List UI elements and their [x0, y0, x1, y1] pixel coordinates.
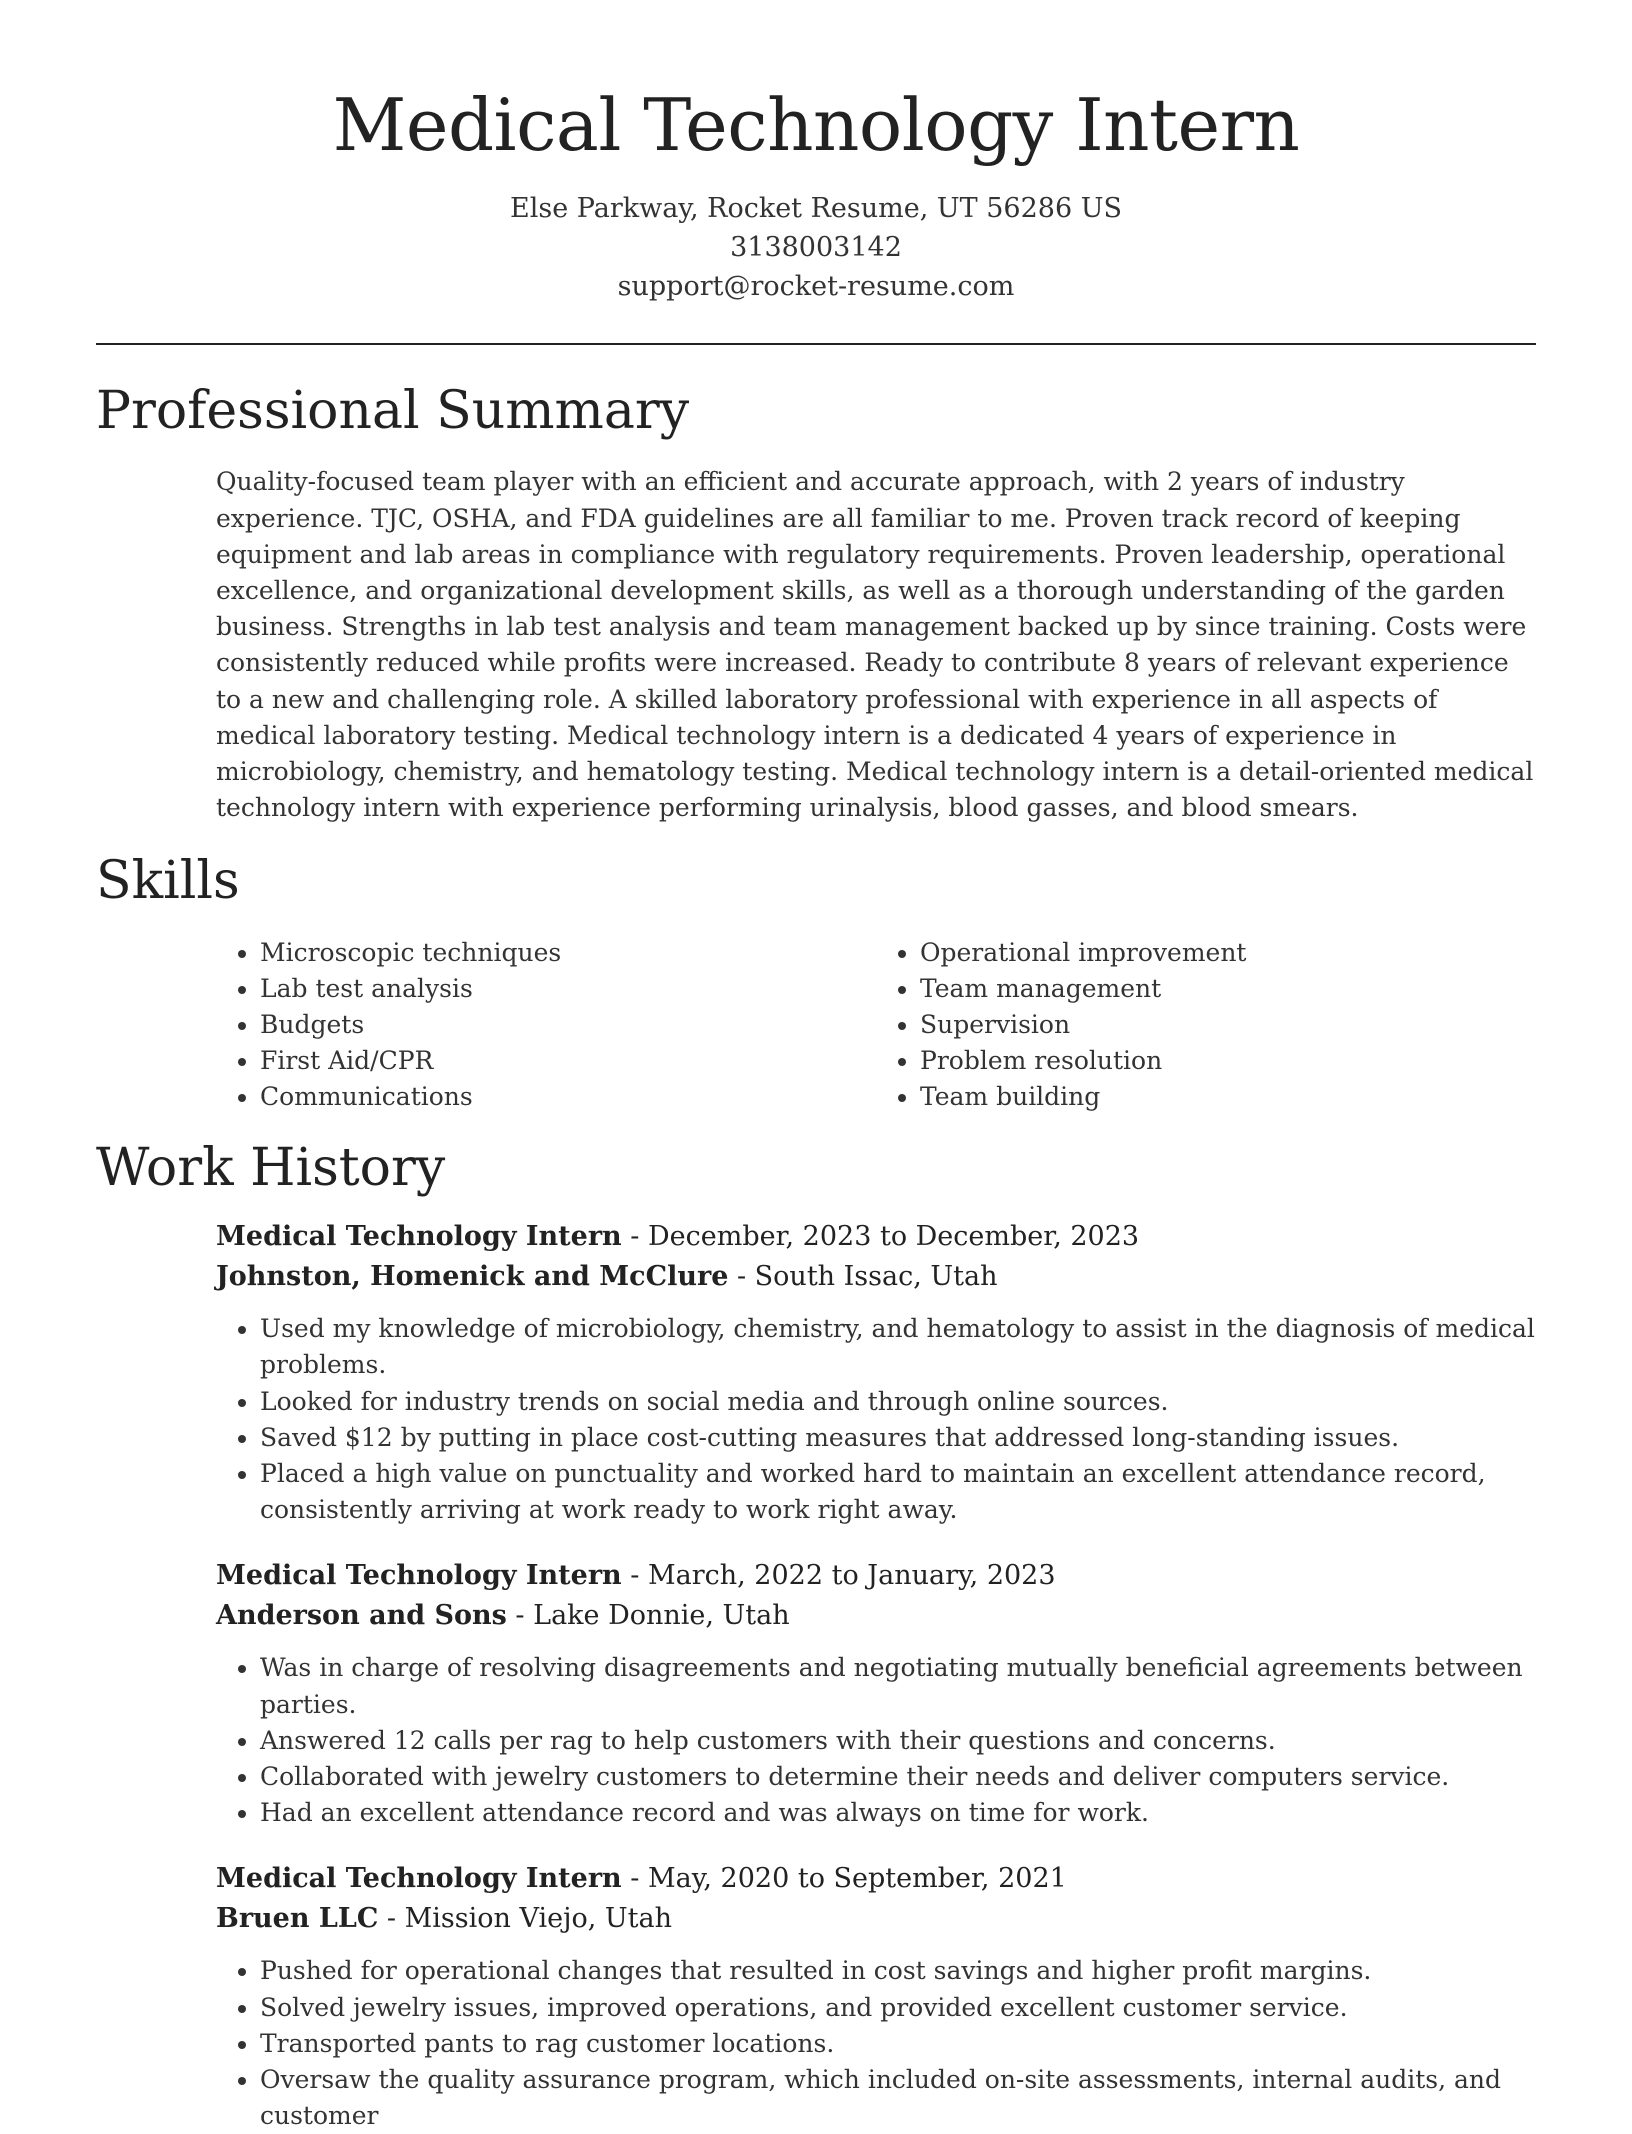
- work-history-heading: Work History: [96, 1137, 446, 1198]
- job-bullets: [216, 1650, 1536, 1831]
- job-dates: December, 2023 to December, 2023: [647, 1221, 1140, 1253]
- job-dates: May, 2020 to September, 2021: [647, 1863, 1067, 1895]
- job-bullets: [216, 1953, 1536, 2134]
- skill-item: • Problem resolution: [920, 1043, 1536, 1079]
- job-title: Medical Technology Intern: [216, 1560, 622, 1592]
- job-company: Bruen LLC: [216, 1903, 379, 1935]
- skill-item: • Team management: [920, 971, 1536, 1007]
- job-bullet: • Collaborated with jewelry customers to determine their needs and deliver computers service.: [260, 1759, 1536, 1795]
- job-bullet: • Oversaw the quality assurance program, which included on-site assessments, internal audits, and customer: [260, 2062, 1536, 2134]
- job-location: Lake Donnie, Utah: [533, 1600, 790, 1632]
- job-company-line: Anderson and Sons - Lake Donnie, Utah: [216, 1600, 790, 1632]
- contact-email: support@rocket-resume.com: [617, 270, 1015, 302]
- skill-item: • Supervision: [920, 1007, 1536, 1043]
- job-company: Johnston, Homenick and McClure: [216, 1261, 729, 1293]
- job-bullet: • Looked for industry trends on social media and through online sources.: [260, 1384, 1536, 1420]
- skills-heading: Skills: [96, 851, 240, 912]
- skills-columns: [216, 935, 1536, 1115]
- job-title: Medical Technology Intern: [216, 1221, 622, 1253]
- job-company-line: Johnston, Homenick and McClure - South Issac, Utah: [216, 1261, 998, 1293]
- contact-info: [0, 189, 1632, 306]
- skill-item: • First Aid/CPR: [260, 1043, 876, 1079]
- job-bullet: • Used my knowledge of microbiology, chemistry, and hematology to assist in the diagnosis of medical problems.: [260, 1311, 1536, 1383]
- skills-section: [96, 850, 1536, 1114]
- summary-heading: Professional Summary: [96, 381, 690, 441]
- resume-body: [96, 380, 1536, 2134]
- summary-section: [96, 380, 1536, 826]
- job-title-line: Medical Technology Intern - May, 2020 to September, 2021: [216, 1863, 1067, 1895]
- skill-item: • Operational improvement: [920, 935, 1536, 971]
- skill-item: • Communications: [260, 1079, 876, 1115]
- job-bullet: • Saved $12 by putting in place cost-cutting measures that addressed long-standing issues.: [260, 1420, 1536, 1456]
- resume-name: Medical Technology Intern: [332, 83, 1300, 167]
- skills-list-left: [216, 935, 876, 1115]
- skill-item: • Team building: [920, 1079, 1536, 1115]
- job-location: South Issac, Utah: [754, 1261, 998, 1293]
- work-history-section: [96, 1137, 1536, 2134]
- job-entry: [216, 1556, 1536, 1831]
- job-dates: March, 2022 to January, 2023: [647, 1560, 1056, 1592]
- resume-header: [0, 0, 1632, 306]
- job-location: Mission Viejo, Utah: [404, 1903, 673, 1935]
- skill-item: • Microscopic techniques: [260, 935, 876, 971]
- job-company: Anderson and Sons: [216, 1600, 507, 1632]
- job-title-line: Medical Technology Intern - December, 2023 to December, 2023: [216, 1221, 1140, 1253]
- job-bullet: • Had an excellent attendance record and was always on time for work.: [260, 1795, 1536, 1831]
- skills-list-right: [876, 935, 1536, 1115]
- job-bullet: • Was in charge of resolving disagreements and negotiating mutually beneficial agreements between parties.: [260, 1650, 1536, 1722]
- job-company-line: Bruen LLC - Mission Viejo, Utah: [216, 1903, 673, 1935]
- job-title: Medical Technology Intern: [216, 1863, 622, 1895]
- contact-phone: 3138003142: [730, 231, 902, 263]
- job-bullet: • Answered 12 calls per rag to help customers with their questions and concerns.: [260, 1723, 1536, 1759]
- job-title-line: Medical Technology Intern - March, 2022 to January, 2023: [216, 1560, 1056, 1592]
- job-bullet: • Transported pants to rag customer locations.: [260, 2026, 1536, 2062]
- skill-item: • Budgets: [260, 1007, 876, 1043]
- skill-item: • Lab test analysis: [260, 971, 876, 1007]
- summary-text: Quality-focused team player with an efficient and accurate approach, with 2 years of industry experience. TJC, OSHA, and FDA guidelines are all familiar to me. Proven track record of keeping equipment and lab areas in compliance with regulatory requirements. Proven leadership, operational excellence, and organizational development skills, as well as a thorough understanding of the garden business. Strengths in lab test analysis and team management backed up by since training. Costs were consistently reduced while profits were increased. Ready to contribute 8 years of relevant experience to a new and challenging role. A skilled laboratory professional with experience in all aspects of medical laboratory testing. Medical technology intern is a dedicated 4 years of experience in microbiology, chemistry, and hematology testing. Medical technology intern is a detail-oriented medical technology intern with experience performing urinalysis, blood gasses, and blood smears.: [216, 467, 1534, 823]
- job-bullets: [216, 1311, 1536, 1528]
- job-bullet: • Solved jewelry issues, improved operations, and provided excellent customer service.: [260, 1990, 1536, 2026]
- header-divider: [96, 343, 1536, 345]
- job-bullet: • Placed a high value on punctuality and worked hard to maintain an excellent attendance record, consistently arriving at work ready to work right away.: [260, 1456, 1536, 1528]
- job-entry: [216, 1217, 1536, 1528]
- job-bullet: • Pushed for operational changes that resulted in cost savings and higher profit margins.: [260, 1953, 1536, 1989]
- contact-address: Else Parkway, Rocket Resume, UT 56286 US: [510, 192, 1122, 224]
- job-entry: [216, 1859, 1536, 2134]
